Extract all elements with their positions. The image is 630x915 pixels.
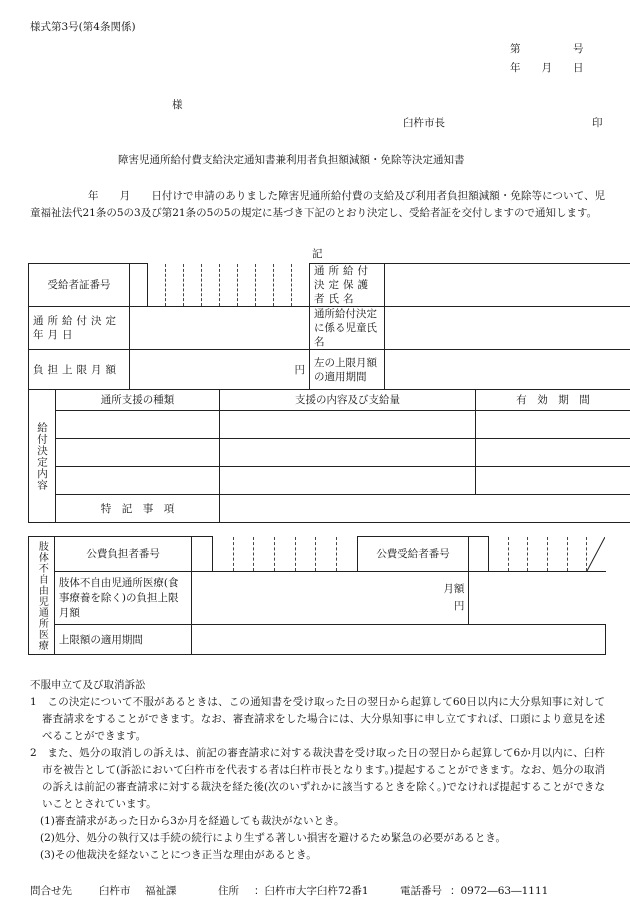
support-content-cell (220, 467, 476, 495)
appeal-sub-3: (3)その他裁決を経ないことにつき正当な理由があるとき。 (40, 849, 317, 861)
guardian-name-cell (385, 264, 630, 307)
payer-number-label: 公費負担者番号 (54, 537, 192, 572)
child-name-label: 通所給付決定に係る児童氏名 (310, 307, 385, 350)
appeal-sub-2: (2)処分、処分の執行又は手続の続行により生ずる著しい損害を避けるため緊急の必要があるとき。 (40, 832, 506, 844)
recipient-number-label: 受給者証番号 (29, 264, 130, 307)
diagonal-line (587, 537, 605, 571)
issuer: 臼杵市長 (403, 117, 445, 129)
col-support-type: 通所支援の種類 (56, 390, 220, 411)
recipient-number-cell (130, 264, 148, 307)
appeal-sub-1: (1)審査請求があった日から3か月を経過しても裁決がないとき。 (40, 815, 345, 827)
child-name-cell (385, 307, 630, 350)
medical-limit-amount (192, 572, 469, 625)
monthly-limit-yen: 円 (130, 350, 310, 390)
support-content-cell (220, 439, 476, 467)
decision-date-label: 通所給付決定年月日 (29, 307, 130, 350)
public-recipient-number-label: 公費受給者番号 (357, 537, 469, 572)
intro-paragraph: 年 月 日付けで申請のありました障害児通所給付費の支給及び利用者負担額減額・免除等について、児童福祉法代21条の5の3及び第21条の5の5の規定に基づき下記のとおり決定し、受給者証を交付しますので通知します。 (30, 190, 605, 219)
appeal-item-2: 2 また、処分の取消しの訴えは、前記の審査請求に対する裁決書を受け取った日の翌日から起算して6か月以内に、臼杵市を被告として(訴訟において臼杵市を代表する者は臼杵市長となります。)提起することができます。なお、処分の取消の訴えは前記の審査請求に対する裁決を経た後(次のいずれかに該当するときを除く。)でなければ提起することができないこととされています。 (30, 747, 605, 810)
medical-limit-yen: 円 (453, 600, 465, 612)
benefit-content-side-label: 給付決定内容 (29, 390, 56, 523)
support-type-cell (56, 411, 220, 439)
address-label: 住所 (218, 885, 239, 897)
document-date-line: 年 月 日 (510, 62, 584, 74)
limit-period-cell (385, 350, 630, 390)
decision-date-cell (130, 307, 310, 350)
medical-limit-period-label: 上限額の適用期間 (54, 625, 192, 655)
medical-table (28, 536, 606, 655)
monthly-label: 月額 (443, 583, 465, 595)
appeal-heading: 不服申立て及び取消訴訟 (30, 679, 146, 691)
seal-mark: 印 (592, 117, 603, 129)
contact-label: 問合せ先 (30, 885, 72, 897)
limit-period-label: 左の上限月額の適用期間 (310, 350, 385, 390)
payer-number-cell (192, 537, 213, 572)
support-type-cell (56, 439, 220, 467)
phone-value: ：0972―63―1111 (450, 885, 549, 897)
document-title: 障害児通所給付費支給決定通知書兼利用者負担額減額・免除等決定通知書 (118, 154, 465, 166)
ki-mark: 記 (312, 248, 323, 260)
monthly-limit-label: 負担上限月額 (29, 350, 130, 390)
col-valid-period: 有 効 期 間 (476, 390, 630, 411)
col-support-content: 支援の内容及び支給量 (220, 390, 476, 411)
diagonal-cell (587, 537, 606, 572)
medical-blank-area (469, 572, 606, 625)
phone-label: 電話番号 (400, 885, 442, 897)
special-notes-label: 特 記 事 項 (56, 495, 220, 523)
medical-limit-period-cell (192, 625, 606, 655)
support-content-cell (220, 411, 476, 439)
valid-period-cell (476, 439, 630, 467)
special-notes-cell (220, 495, 630, 523)
valid-period-cell (476, 411, 630, 439)
public-recipient-number-cell (469, 537, 489, 572)
support-type-cell (56, 467, 220, 495)
document-number-line: 第 号 (510, 43, 584, 55)
benefit-decision-table (28, 263, 630, 523)
medical-side-label: 肢体不自由児通所医療 (29, 537, 55, 655)
medical-limit-label: 肢体不自由児通所医療(食事療養を除く)の負担上限月額 (54, 572, 192, 625)
address-value: ：臼杵市大字臼杵72番1 (254, 885, 369, 897)
contact-dept: 福祉課 (145, 885, 177, 897)
guardian-name-label: 通所給付決定保護者氏名 (310, 264, 385, 307)
addressee-suffix: 様 (172, 99, 183, 111)
valid-period-cell (476, 467, 630, 495)
contact-city: 臼杵市 (99, 885, 131, 897)
appeal-item-1: 1 この決定について不服があるときは、この通知書を受け取った日の翌日から起算して60日以内に大分県知事に対して審査請求をすることができます。なお、審査請求をした場合には、大分県知事に申し立てすれば、口頭により意見を述べることができます。 (30, 696, 605, 742)
form-number: 様式第3号(第4条関係) (30, 21, 136, 33)
